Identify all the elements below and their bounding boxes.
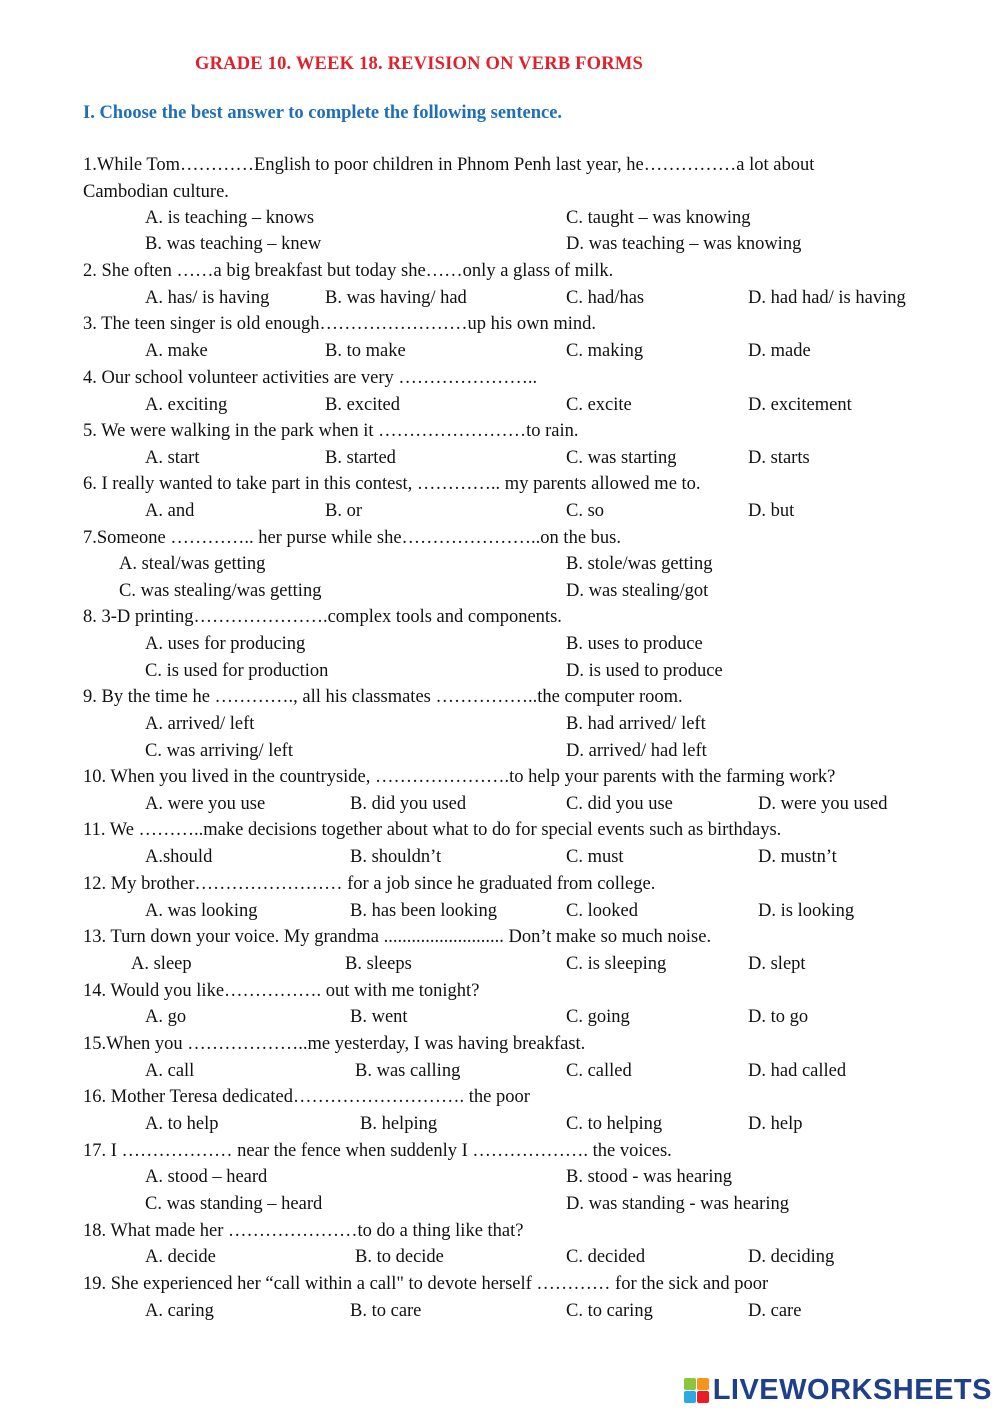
option-d[interactable]: D. was standing - was hearing: [566, 1194, 789, 1214]
option-d[interactable]: D. excitement: [748, 395, 852, 415]
option-a[interactable]: A. uses for producing: [145, 634, 306, 654]
option-b[interactable]: B. has been looking: [350, 901, 497, 921]
option-d[interactable]: D. to go: [748, 1007, 809, 1027]
question-10: 10. When you lived in the countryside, ………………….to help your parents with the farming work?: [83, 767, 836, 787]
option-a[interactable]: A. exciting: [145, 395, 228, 415]
question-18: 18. What made her …………………to do a thing like that?: [83, 1221, 524, 1241]
option-b[interactable]: B. stole/was getting: [566, 554, 713, 574]
option-d[interactable]: D. is looking: [758, 901, 855, 921]
option-a[interactable]: A. to help: [145, 1114, 219, 1134]
option-b[interactable]: B. to care: [350, 1301, 422, 1321]
option-b[interactable]: B. did you used: [350, 794, 467, 814]
option-a[interactable]: A.should: [145, 847, 213, 867]
question-13: 13. Turn down your voice. My grandma .......................... Don’t make so much noise.: [83, 927, 712, 947]
option-b[interactable]: B. or: [325, 501, 362, 521]
option-b[interactable]: B. uses to produce: [566, 634, 703, 654]
option-a[interactable]: A. call: [145, 1061, 195, 1081]
question-17: 17. I ……………… near the fence when suddenly I ………………. the voices.: [83, 1141, 672, 1161]
question-4: 4. Our school volunteer activities are very …………………..: [83, 368, 538, 388]
question-text: 1.While Tom…………English to poor children in Phnom Penh last year, he……………a lot about: [83, 155, 815, 175]
option-d[interactable]: D. care: [748, 1301, 802, 1321]
option-b[interactable]: B. was teaching – knew: [145, 234, 322, 254]
option-c[interactable]: C. must: [566, 847, 624, 867]
option-d[interactable]: D. is used to produce: [566, 661, 723, 681]
option-d[interactable]: D. mustn’t: [758, 847, 837, 867]
option-a[interactable]: A. sleep: [131, 954, 192, 974]
question-8: 8. 3-D printing………………….complex tools and components.: [83, 607, 562, 627]
option-b[interactable]: B. was having/ had: [325, 288, 467, 308]
option-d[interactable]: D. was teaching – was knowing: [566, 234, 802, 254]
option-c[interactable]: C. is used for production: [145, 661, 329, 681]
option-a[interactable]: A. were you use: [145, 794, 266, 814]
option-a[interactable]: A. has/ is having: [145, 288, 270, 308]
question-14: 14. Would you like……………. out with me tonight?: [83, 981, 480, 1001]
option-a[interactable]: A. and: [145, 501, 195, 521]
option-d[interactable]: D. made: [748, 341, 811, 361]
question-3: 3. The teen singer is old enough……………………up his own mind.: [83, 314, 596, 334]
option-c[interactable]: C. was stealing/was getting: [119, 581, 322, 601]
option-c[interactable]: C. to caring: [566, 1301, 653, 1321]
option-d[interactable]: D. slept: [748, 954, 806, 974]
option-b[interactable]: B. excited: [325, 395, 401, 415]
question-text: Cambodian culture.: [83, 182, 229, 202]
option-a[interactable]: A. make: [145, 341, 208, 361]
question-6: 6. I really wanted to take part in this contest, ………….. my parents allowed me to.: [83, 474, 701, 494]
option-d[interactable]: D. help: [748, 1114, 803, 1134]
question-2: 2. She often ……a big breakfast but today she……only a glass of milk.: [83, 261, 614, 281]
question-1: [83, 152, 814, 206]
option-c[interactable]: C. called: [566, 1061, 632, 1081]
option-c[interactable]: C. decided: [566, 1247, 646, 1267]
option-c[interactable]: C. making: [566, 341, 644, 361]
option-a[interactable]: A. steal/was getting: [119, 554, 266, 574]
question-19: 19. She experienced her “call within a call" to devote herself ………… for the sick and poor: [83, 1274, 769, 1294]
page-title: GRADE 10. WEEK 18. REVISION ON VERB FORMS: [195, 54, 643, 74]
question-15: 15.When you ………………..me yesterday, I was having breakfast.: [83, 1034, 586, 1054]
option-c[interactable]: C. was starting: [566, 448, 677, 468]
question-16: 16. Mother Teresa dedicated………………………. the poor: [83, 1087, 530, 1107]
option-c[interactable]: C. excite: [566, 395, 632, 415]
question-5: 5. We were walking in the park when it ……………………to rain.: [83, 421, 579, 441]
brand-logo-icon: [684, 1378, 709, 1403]
question-7: 7.Someone ………….. her purse while she…………………..on the bus.: [83, 528, 621, 548]
option-a[interactable]: A. arrived/ left: [145, 714, 255, 734]
option-b[interactable]: B. started: [325, 448, 396, 468]
option-c[interactable]: C. was arriving/ left: [145, 741, 293, 761]
option-b[interactable]: B. shouldn’t: [350, 847, 442, 867]
option-b[interactable]: B. sleeps: [345, 954, 412, 974]
question-12: 12. My brother…………………… for a job since he graduated from college.: [83, 874, 656, 894]
option-c[interactable]: C. to helping: [566, 1114, 663, 1134]
option-b[interactable]: B. stood - was hearing: [566, 1167, 732, 1187]
option-c[interactable]: C. so: [566, 501, 605, 521]
option-b[interactable]: B. went: [350, 1007, 408, 1027]
option-b[interactable]: B. was calling: [355, 1061, 461, 1081]
question-9: 9. By the time he …………., all his classmates ……………..the computer room.: [83, 687, 683, 707]
option-d[interactable]: D. arrived/ had left: [566, 741, 707, 761]
logo-square-1: [684, 1378, 696, 1390]
option-a[interactable]: A. start: [145, 448, 200, 468]
option-b[interactable]: B. had arrived/ left: [566, 714, 706, 734]
option-a[interactable]: A. was looking: [145, 901, 258, 921]
option-c[interactable]: C. taught – was knowing: [566, 208, 751, 228]
option-c[interactable]: C. did you use: [566, 794, 673, 814]
option-a[interactable]: A. decide: [145, 1247, 216, 1267]
option-a[interactable]: A. go: [145, 1007, 187, 1027]
option-d[interactable]: D. had had/ is having: [748, 288, 906, 308]
section-heading: I. Choose the best answer to complete the following sentence.: [83, 103, 563, 123]
option-a[interactable]: A. stood – heard: [145, 1167, 268, 1187]
option-c[interactable]: C. had/has: [566, 288, 645, 308]
logo-square-3: [684, 1391, 696, 1403]
option-b[interactable]: B. to decide: [355, 1247, 444, 1267]
liveworksheets-logo[interactable]: [684, 1373, 992, 1407]
option-d[interactable]: D. were you used: [758, 794, 888, 814]
option-d[interactable]: D. deciding: [748, 1247, 835, 1267]
option-c[interactable]: C. going: [566, 1007, 630, 1027]
brand-text: LIVEWORKSHEETS: [712, 1373, 992, 1406]
option-d[interactable]: D. but: [748, 501, 795, 521]
option-a[interactable]: A. caring: [145, 1301, 214, 1321]
question-11: 11. We ………..make decisions together about what to do for special events such as birthdays.: [83, 820, 782, 840]
option-b[interactable]: B. to make: [325, 341, 406, 361]
option-c[interactable]: C. is sleeping: [566, 954, 667, 974]
option-d[interactable]: D. had called: [748, 1061, 847, 1081]
option-b[interactable]: B. helping: [360, 1114, 438, 1134]
option-d[interactable]: D. starts: [748, 448, 810, 468]
logo-square-2: [697, 1378, 709, 1390]
option-d[interactable]: D. was stealing/got: [566, 581, 709, 601]
option-c[interactable]: C. looked: [566, 901, 638, 921]
option-c[interactable]: C. was standing – heard: [145, 1194, 323, 1214]
option-a[interactable]: A. is teaching – knows: [145, 208, 315, 228]
logo-square-4: [697, 1391, 709, 1403]
